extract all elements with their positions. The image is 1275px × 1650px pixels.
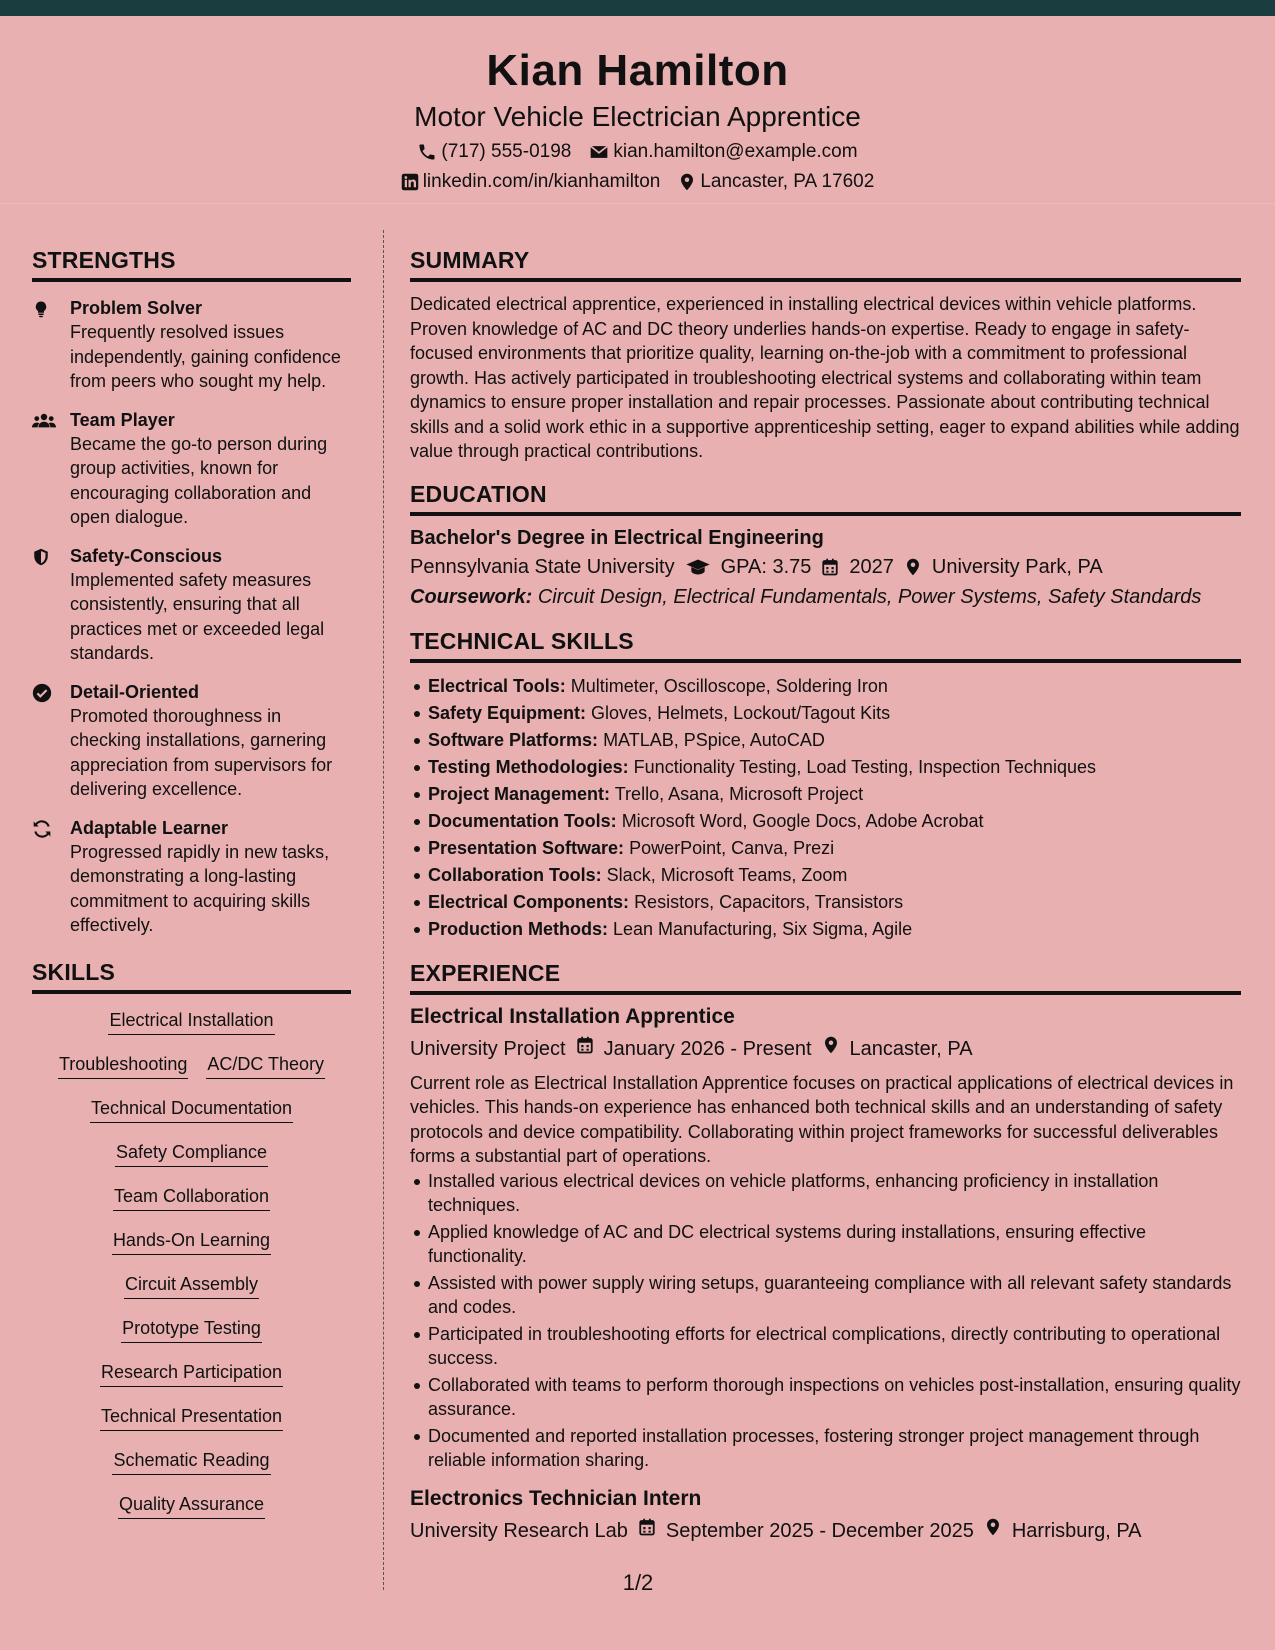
contact-row-2: [0, 170, 1275, 194]
skill-tag: Team Collaboration: [113, 1184, 270, 1211]
strengths-heading: STRENGTHS: [32, 246, 351, 282]
education-location: University Park, PA: [931, 555, 1103, 578]
calendar-icon: [638, 1517, 656, 1545]
job-location: Lancaster, PA: [849, 1037, 973, 1060]
users-icon: [32, 408, 70, 530]
resume-header: [0, 16, 1275, 204]
skill-tag: Technical Presentation: [100, 1404, 283, 1431]
coursework-label: Coursework:: [410, 585, 533, 608]
coursework-text: Circuit Design, Electrical Fundamentals, Power Systems, Safety Standards: [537, 585, 1202, 608]
map-pin-icon: [984, 1517, 1002, 1545]
list-item: Installed various electrical devices on vehicle platforms, enhancing proficiency in installation techniques.: [410, 1169, 1241, 1218]
education-meta: [410, 553, 1241, 581]
education-coursework: [410, 583, 1241, 611]
experience-heading: EXPERIENCE: [410, 959, 1241, 995]
refresh-icon: [32, 816, 70, 938]
map-pin-icon: [904, 557, 922, 577]
lightbulb-icon: [32, 296, 70, 394]
skill-tag: AC/DC Theory: [206, 1052, 325, 1079]
phone-item: [417, 140, 571, 164]
strength-item: [32, 544, 351, 666]
technical-skills-list: [410, 673, 1241, 943]
job-title: Electronics Technician Intern: [410, 1486, 702, 1510]
skill-tag: Schematic Reading: [112, 1448, 270, 1475]
education-heading: EDUCATION: [410, 480, 1241, 516]
check-circle-icon: [32, 680, 70, 802]
list-item: Testing Methodologies: Functionality Testing, Load Testing, Inspection Techniques: [410, 754, 1241, 781]
calendar-icon: [576, 1035, 594, 1063]
skills-heading: SKILLS: [32, 958, 351, 994]
column-divider: [383, 230, 384, 1590]
right-column: [410, 246, 1241, 1545]
summary-heading: SUMMARY: [410, 246, 1241, 282]
skill-tag: Prototype Testing: [121, 1316, 262, 1343]
linkedin-item[interactable]: [401, 170, 661, 194]
list-item: Electrical Tools: Multimeter, Oscilloscope, Soldering Iron: [410, 673, 1241, 700]
job-meta: [410, 1517, 1241, 1545]
page-number: 1/2: [622, 1570, 654, 1595]
envelope-icon: [589, 142, 609, 162]
strength-item: [32, 816, 351, 938]
strength-title: Problem Solver: [70, 298, 203, 318]
job-org: University Project: [410, 1037, 566, 1060]
strength-title: Team Player: [70, 409, 175, 430]
strength-desc: Progressed rapidly in new tasks, demonstrating a long-lasting commitment to acquiring skills effectively.: [70, 841, 330, 935]
map-pin-icon: [678, 172, 696, 192]
education-year: 2027: [849, 555, 894, 578]
strength-desc: Promoted thoroughness in checking installations, garnering appreciation from supervisors for delivering excellence.: [70, 705, 333, 799]
job-org: University Research Lab: [410, 1519, 628, 1542]
job-location: Harrisburg, PA: [1011, 1519, 1142, 1542]
graduation-cap-icon: [685, 557, 711, 577]
list-item: Assisted with power supply wiring setups, guaranteeing compliance with all relevant safety standards and codes.: [410, 1271, 1241, 1320]
technical-skills-heading: TECHNICAL SKILLS: [410, 627, 1241, 663]
skill-tag: Electrical Installation: [108, 1008, 274, 1035]
strength-title: Safety-Conscious: [70, 545, 223, 566]
strength-title: Detail-Oriented: [70, 681, 200, 702]
strength-title: Adaptable Learner: [70, 817, 229, 838]
candidate-name: Kian Hamilton: [486, 46, 789, 95]
skill-tag: Hands-On Learning: [112, 1228, 271, 1255]
location-item: [678, 170, 874, 194]
list-item: Electrical Components: Resistors, Capacitors, Transistors: [410, 889, 1241, 916]
location-text: Lancaster, PA 17602: [700, 171, 875, 192]
list-item: Participated in troubleshooting efforts for electrical complications, directly contributing to operational success.: [410, 1322, 1241, 1371]
job-bullets: [410, 1169, 1241, 1473]
left-column: [32, 246, 351, 1536]
list-item: Applied knowledge of AC and DC electrical systems during installations, ensuring effective functionality.: [410, 1220, 1241, 1269]
education-school: Pennsylvania State University: [410, 555, 675, 578]
skill-tag: Technical Documentation: [90, 1096, 293, 1123]
contact-row-1: [0, 140, 1275, 164]
strength-item: [32, 296, 351, 394]
email-text[interactable]: kian.hamilton@example.com: [613, 141, 858, 162]
skill-tag: Circuit Assembly: [124, 1272, 259, 1299]
education-gpa: GPA: 3.75: [720, 555, 812, 578]
skill-tag: Troubleshooting: [58, 1052, 188, 1079]
list-item: Production Methods: Lean Manufacturing, Six Sigma, Agile: [410, 916, 1241, 943]
strength-desc: Frequently resolved issues independently, gaining confidence from peers who sought my help.: [70, 322, 341, 391]
strength-desc: Implemented safety measures consistently, ensuring that all practices met or exceeded legal standards.: [70, 569, 325, 663]
skill-tag: Quality Assurance: [118, 1492, 265, 1519]
list-item: Collaborated with teams to perform thorough inspections on vehicles post-installation, ensuring quality assurance.: [410, 1373, 1241, 1422]
list-item: Collaboration Tools: Slack, Microsoft Teams, Zoom: [410, 862, 1241, 889]
job-dates: September 2025 - December 2025: [665, 1519, 974, 1542]
job-dates: January 2026 - Present: [603, 1037, 812, 1060]
linkedin-icon: [401, 173, 419, 191]
summary-text: Dedicated electrical apprentice, experienced in installing electrical devices within vehicle platforms. Proven knowledge of AC and DC theory underlies hands-on expertise. Ready to engage in safety-focused environments that prioritize quality, learning on-the-job with a commitment to professional growth. Has actively participated in troubleshooting electrical systems and collaborating within team dynamics to ensure proper installation and repair processes. Passionate about contributing technical skills and a solid work ethic in a supportive apprenticeship setting, eager to expand abilities while adding value through practical contributions.: [410, 294, 1240, 461]
skill-tag: Research Participation: [100, 1360, 283, 1387]
list-item: Safety Equipment: Gloves, Helmets, Lockout/Tagout Kits: [410, 700, 1241, 727]
strength-desc: Became the go-to person during group activities, known for encouraging collaboration and open dialogue.: [70, 433, 328, 527]
skill-tag: Safety Compliance: [115, 1140, 268, 1167]
top-accent-bar: [0, 0, 1275, 16]
job-meta: [410, 1035, 1241, 1063]
skills-list: [32, 1008, 351, 1519]
phone-icon: [417, 142, 437, 162]
calendar-icon: [821, 557, 839, 577]
shield-icon: [32, 544, 70, 666]
linkedin-text[interactable]: linkedin.com/in/kianhamilton: [422, 171, 661, 192]
strength-item: [32, 408, 351, 530]
list-item: Software Platforms: MATLAB, PSpice, AutoCAD: [410, 727, 1241, 754]
phone-text: (717) 555-0198: [441, 141, 572, 162]
list-item: Project Management: Trello, Asana, Microsoft Project: [410, 781, 1241, 808]
strength-item: [32, 680, 351, 802]
list-item: Documentation Tools: Microsoft Word, Google Docs, Adobe Acrobat: [410, 808, 1241, 835]
email-item[interactable]: [589, 140, 857, 164]
list-item: Documented and reported installation processes, fostering stronger project management through reliable information sharing.: [410, 1424, 1241, 1473]
job-description: Current role as Electrical Installation Apprentice focuses on practical applications of electrical devices in vehicles. This hands-on experience has enhanced both technical skills and an understanding of safety protocols and device compatibility. Collaborating within project frameworks for successful deliverables forms a substantial part of operations.: [410, 1072, 1234, 1166]
candidate-title: Motor Vehicle Electrician Apprentice: [414, 101, 861, 132]
education-degree: Bachelor's Degree in Electrical Engineering: [410, 526, 824, 549]
list-item: Presentation Software: PowerPoint, Canva, Prezi: [410, 835, 1241, 862]
map-pin-icon: [822, 1035, 840, 1063]
job-title: Electrical Installation Apprentice: [410, 1004, 735, 1028]
